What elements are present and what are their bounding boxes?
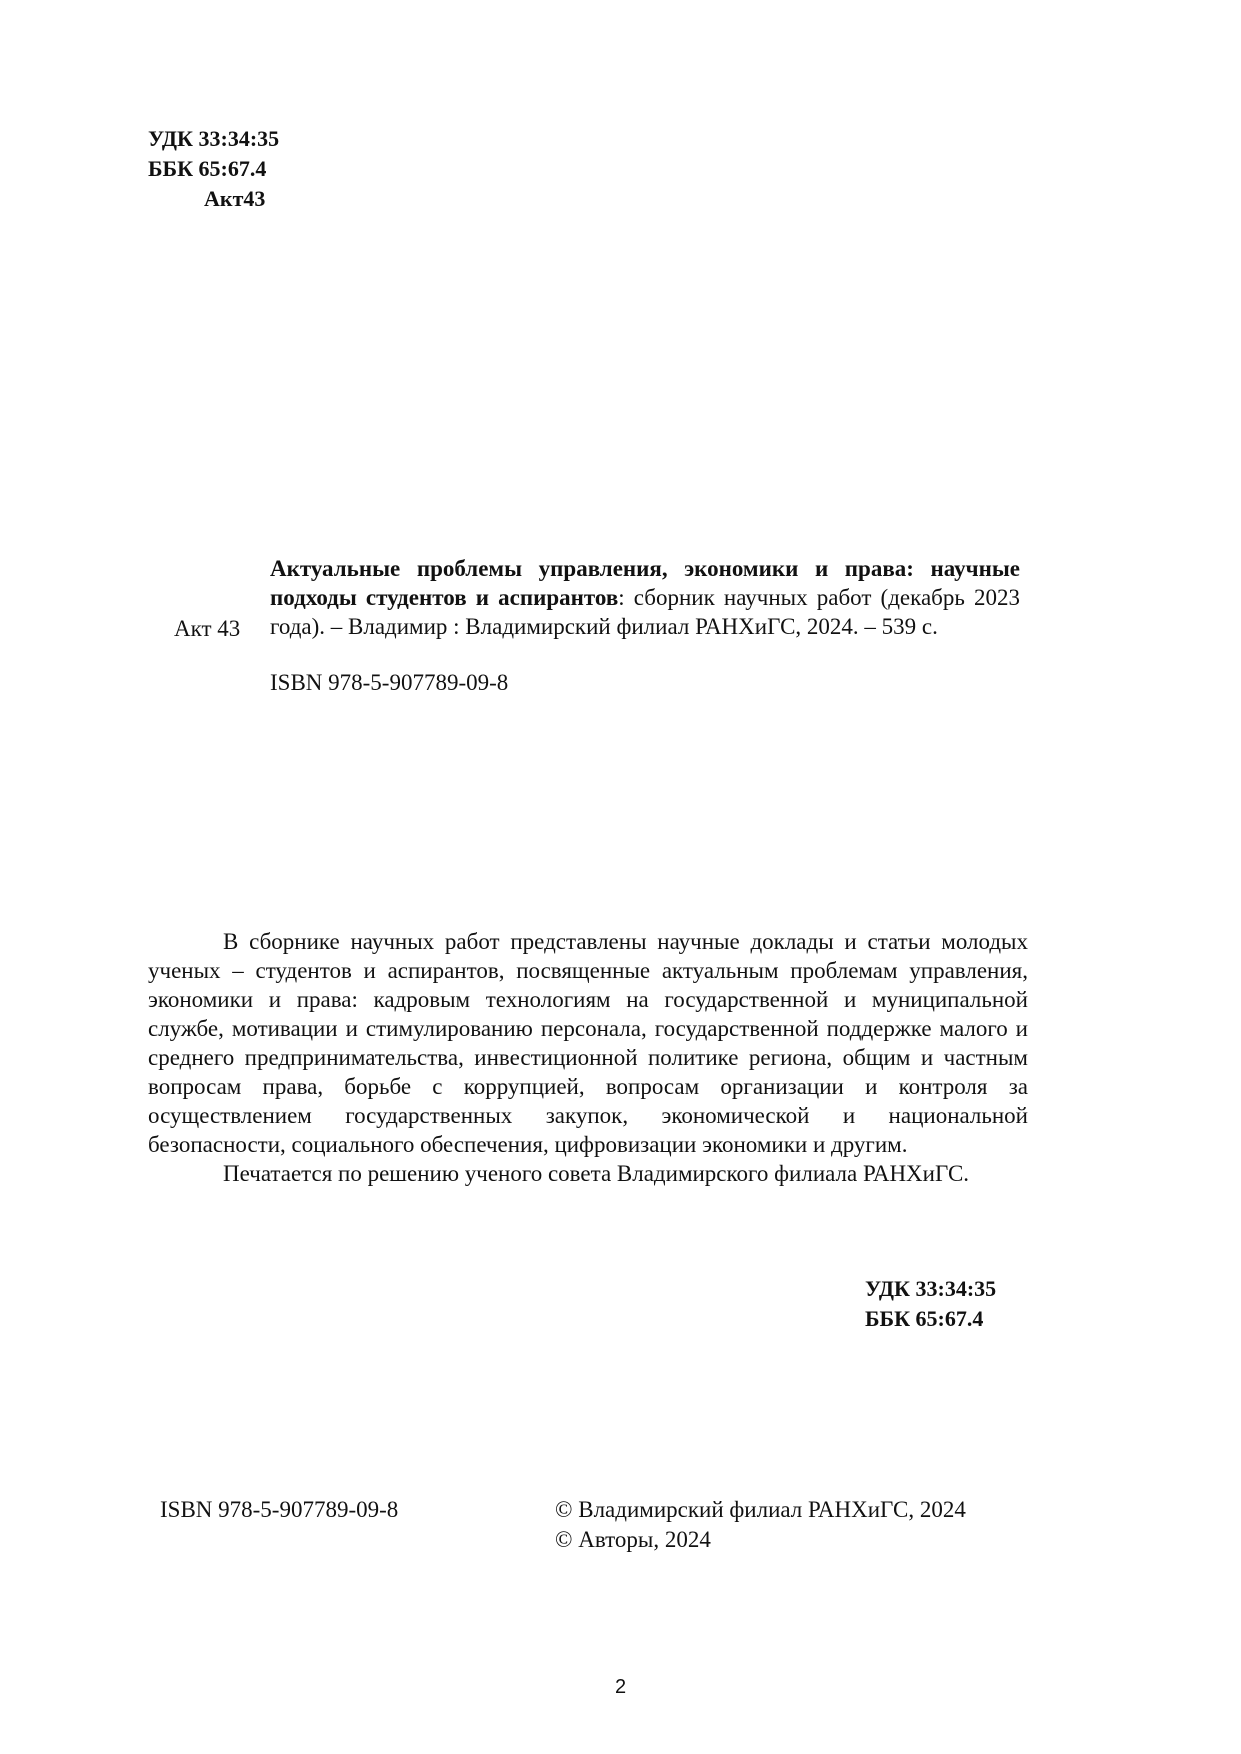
isbn-entry: ISBN 978-5-907789-09-8 — [270, 670, 509, 695]
annotation-paragraph: В сборнике научных работ представлены научные доклады и статьи молодых ученых – студентов и аспирантов, посвященные актуальным проблемам управления, экономики и права: кадровым технологиям на государственной и муниципальной службе, мотивации и стимулированию персонала, государственной поддержке малого и среднего предпринимательства, инвестиционной политике региона, общим и частным вопросам права, борьбе с коррупцией, вопросам организации и контроля за осуществлением государственных закупок, экономической и национальной безопасности, социального обеспечения, цифровизации экономики и другим. — [148, 929, 1028, 1157]
copyright-publisher: © Владимирский филиал РАНХиГС, 2024 — [555, 1497, 966, 1522]
udk-code: УДК 33:34:35 — [148, 126, 280, 151]
book-title: Актуальные проблемы управления, экономики и права: научные подходы студентов и аспирантов — [270, 556, 1020, 610]
classification-codes-top — [148, 126, 279, 216]
copyright-block — [555, 1495, 966, 1555]
udk-code-bottom: УДК 33:34:35 — [865, 1276, 997, 1301]
copyright-authors: © Авторы, 2024 — [555, 1527, 711, 1552]
bibliographic-description — [270, 554, 1020, 641]
classification-codes-bottom — [865, 1276, 996, 1336]
print-approval-note: Печатается по решению ученого совета Владимирского филиала РАНХиГС. — [223, 1161, 970, 1186]
author-sign: Акт43 — [204, 186, 266, 211]
annotation — [148, 927, 1028, 1188]
bbk-code: ББК 65:67.4 — [148, 156, 267, 181]
book-description: : сборник научных работ (декабрь 2023 года). – Владимир : Владимирский филиал РАНХиГС, 2024. – 539 с. — [270, 585, 1020, 639]
author-sign-margin: Акт 43 — [174, 616, 241, 641]
isbn-footer: ISBN 978-5-907789-09-8 — [160, 1497, 399, 1522]
bbk-code-bottom: ББК 65:67.4 — [865, 1306, 984, 1331]
page-number: 2 — [614, 1676, 627, 1698]
